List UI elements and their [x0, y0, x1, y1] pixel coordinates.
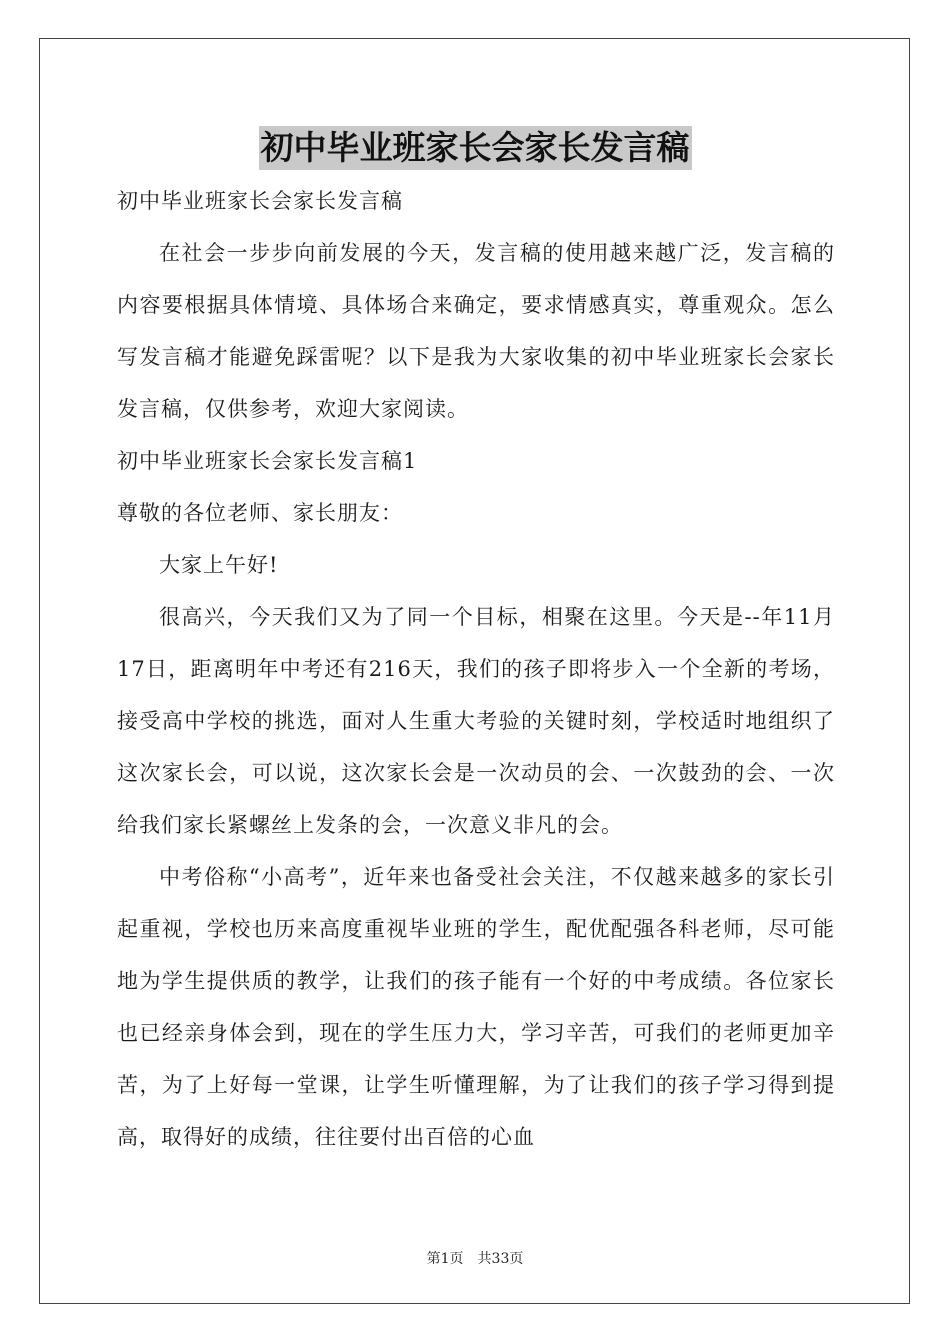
document-body — [117, 175, 835, 1163]
subtitle: 初中毕业班家长会家长发言稿 — [117, 189, 403, 213]
page-footer — [0, 1248, 950, 1268]
page-number: 第1页 — [426, 1251, 464, 1267]
title-container — [0, 126, 950, 170]
document-title: 初中毕业班家长会家长发言稿 — [259, 126, 692, 170]
body-paragraph-2: 中考俗称“小高考”，近年来也备受社会关注，不仅越来越多的家长引起重视，学校也历来高度重视毕业班的学生，配优配强各科老师，尽可能地为学生提供质的教学，让我们的孩子能有一个好的中考成绩。各位家长也已经亲身体会到，现在的学生压力大，学习辛苦，可我们的老师更加辛苦，为了上好每一堂课，让学生听懂理解，为了让我们的孩子学习得到提高，取得好的成绩，往往要付出百倍的心血 — [117, 865, 835, 1149]
intro-paragraph: 在社会一步步向前发展的今天，发言稿的使用越来越广泛，发言稿的内容要根据具体情境、具体场合来确定，要求情感真实，尊重观众。怎么写发言稿才能避免踩雷呢？以下是我为大家收集的初中毕业班家长会家长发言稿，仅供参考，欢迎大家阅读。 — [117, 241, 835, 421]
greeting: 大家上午好! — [159, 553, 279, 577]
page-total: 共33页 — [477, 1251, 524, 1267]
section-heading: 初中毕业班家长会家长发言稿1 — [117, 449, 418, 473]
salutation: 尊敬的各位老师、家长朋友： — [117, 501, 403, 525]
body-paragraph-1: 很高兴，今天我们又为了同一个目标，相聚在这里。今天是--年11月17日，距离明年中考还有216天，我们的孩子即将步入一个全新的考场，接受高中学校的挑选，面对人生重大考验的关键时刻，学校适时地组织了这次家长会，可以说，这次家长会是一次动员的会、一次鼓劲的会、一次给我们家长紧螺丝上发条的会，一次意义非凡的会。 — [117, 605, 835, 837]
